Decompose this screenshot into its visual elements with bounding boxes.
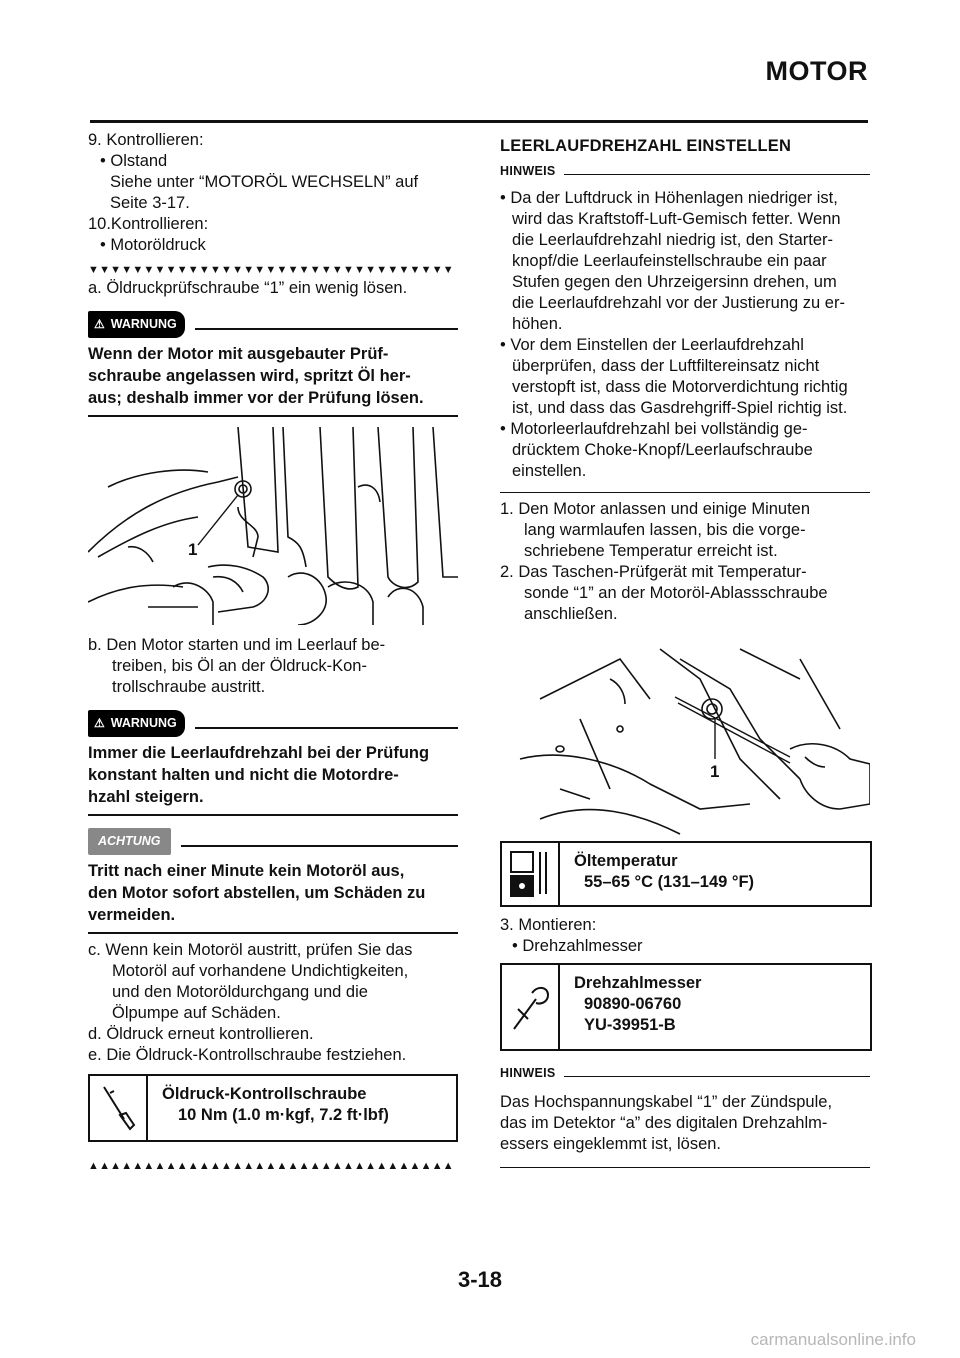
warning-1-label: WARNUNG — [110, 316, 177, 331]
oil-temperature-spec-body — [560, 843, 762, 905]
hinweis-1-line: verstopft ist, dass die Motorverdichtung richtig — [512, 378, 848, 396]
hinweis-1-line: drücktem Choke-Knopf/Leerlaufschraube — [512, 441, 813, 459]
tachometer-spec-body — [560, 965, 709, 1049]
warning-1-line: aus; deshalb immer vor der Prüfung lösen. — [88, 389, 424, 407]
hinweis-1-line: überprüfen, dass der Luftfiltereinsatz nicht — [512, 357, 820, 375]
achtung-header — [88, 830, 458, 852]
oil-pressure-bolt-illustration — [88, 427, 458, 625]
torque-wrench-icon — [90, 1076, 148, 1140]
step-2-line: anschließen. — [524, 605, 618, 623]
engine-line-drawing — [88, 427, 458, 625]
step-9-ref-2: Seite 3-17. — [110, 194, 190, 212]
hinweis-1-rule — [564, 174, 870, 175]
achtung-line: vermeiden. — [88, 906, 176, 924]
header-rule — [90, 120, 868, 123]
hinweis-1-bottom-rule — [500, 492, 870, 493]
step-1-line: schriebene Temperatur erreicht ist. — [524, 542, 778, 560]
section-title: LEERLAUFDREHZAHL EINSTELLEN — [500, 137, 792, 155]
page-title: MOTOR — [765, 56, 868, 86]
achtung-rule — [181, 845, 459, 847]
step-1-line: 1. Den Motor anlassen und einige Minuten — [500, 500, 811, 518]
hinweis-2-label: HINWEIS — [500, 1066, 556, 1080]
step-c-line: Motoröl auf vorhandene Undichtigkeiten, — [112, 962, 409, 980]
step-c-line: c. Wenn kein Motoröl austritt, prüfen Sie das — [88, 941, 413, 959]
step-9-ref-1: Siehe unter “MOTORÖL WECHSELN” auf — [110, 173, 419, 191]
hinweis-1-line: einstellen. — [512, 462, 587, 480]
hinweis-1-list — [500, 188, 870, 482]
torque-spec-value: 10 Nm (1.0 m·kgf, 7.2 ft·lbf) — [178, 1106, 389, 1124]
photo-1-callout: 1 — [188, 540, 198, 559]
hinweis-1-line: knopf/die Leerlaufeinstellschraube ein paar — [512, 252, 827, 270]
warning-1-line: schraube angelassen wird, spritzt Öl her- — [88, 367, 411, 385]
step-e: e. Die Öldruck-Kontrollschraube festziehen. — [88, 1046, 407, 1064]
warning-1-rule — [195, 328, 458, 330]
step-b-line: b. Den Motor starten und im Leerlauf be- — [88, 636, 386, 654]
oil-temperature-spec-box — [500, 841, 872, 907]
oil-temperature-value: 55–65 °C (131–149 °F) — [584, 873, 755, 891]
hinweis-1-label: HINWEIS — [500, 164, 556, 178]
hinweis-1-line: wird das Kraftstoff-Luft-Gemisch fetter. Wenn — [512, 210, 841, 228]
step-1-line: lang warmlaufen lassen, bis die vorge- — [524, 521, 806, 539]
oil-temperature-title: Öltemperatur — [574, 852, 678, 870]
special-tool-icon — [502, 965, 560, 1049]
achtung-badge: ACHTUNG — [88, 828, 171, 855]
tachometer-spec-box — [500, 963, 872, 1051]
warning-1-line: Wenn der Motor mit ausgebauter Prüf- — [88, 345, 389, 363]
step-2-line: 2. Das Taschen-Prüfgerät mit Temperatur- — [500, 563, 807, 581]
hinweis-1-line: • Vor dem Einstellen der Leerlaufdrehzahl — [500, 336, 804, 354]
left-column — [88, 130, 458, 1172]
hinweis-2-bottom-rule — [500, 1167, 870, 1168]
achtung-line: den Motor sofort abstellen, um Schäden zu — [88, 884, 426, 902]
warning-triangle-icon: ⚠ — [94, 715, 105, 730]
hinweis-2-header — [500, 1063, 870, 1084]
hinweis-2-text — [500, 1092, 870, 1155]
warning-2-line: Immer die Leerlaufdrehzahl bei der Prüfung — [88, 744, 430, 762]
step-c-line: und den Motoröldurchgang und die — [112, 983, 368, 1001]
hinweis-2-line: Das Hochspannungskabel “1” der Zündspule, — [500, 1093, 833, 1111]
torque-spec-box — [88, 1074, 458, 1142]
hinweis-1-line: die Leerlaufdrehzahl vor der Justierung zu er- — [512, 294, 845, 312]
achtung-bottom-rule — [88, 932, 458, 934]
warning-2-badge — [88, 710, 185, 737]
warning-2-line: hzahl steigern. — [88, 788, 204, 806]
temperature-probe-illustration — [500, 639, 870, 839]
hinweis-1-line: die Leerlaufdrehzahl niedrig ist, den Starter- — [512, 231, 834, 249]
warning-1-bottom-rule — [88, 415, 458, 417]
step-c — [88, 940, 458, 1024]
drain-bolt-line-drawing — [500, 639, 870, 839]
step-1 — [500, 499, 870, 562]
hinweis-1-line: • Da der Luftdruck in Höhenlagen niedriger ist, — [500, 189, 838, 207]
step-9: 9. Kontrollieren: — [88, 131, 204, 149]
step-c-line: Ölpumpe auf Schäden. — [112, 1004, 281, 1022]
warning-triangle-icon: ⚠ — [94, 316, 105, 331]
torque-spec-title: Öldruck-Kontrollschraube — [162, 1085, 367, 1103]
tachometer-part-number: 90890-06760 — [584, 995, 682, 1013]
step-10-bullet: • Motoröldruck — [100, 236, 206, 254]
warning-2-text — [88, 742, 458, 808]
step-b-line: treiben, bis Öl an der Öldruck-Kon- — [112, 657, 367, 675]
step-2 — [500, 562, 870, 625]
tachometer-part-number: YU-39951-B — [584, 1016, 676, 1034]
warning-1-text — [88, 343, 458, 409]
page-number: 3-18 — [457, 1267, 503, 1292]
hinweis-1-header — [500, 161, 870, 182]
step-b-line: trollschraube austritt. — [112, 678, 266, 696]
triangle-row-up: ▲▲▲▲▲▲▲▲▲▲▲▲▲▲▲▲▲▲▲▲▲▲▲▲▲▲▲▲▲▲▲▲▲ — [88, 1160, 454, 1172]
hinweis-1-line: höhen. — [512, 315, 563, 333]
warning-2-rule — [195, 727, 458, 729]
triangle-row-down: ▼▼▼▼▼▼▼▼▼▼▼▼▼▼▼▼▼▼▼▼▼▼▼▼▼▼▼▼▼▼▼▼▼ — [88, 264, 454, 276]
step-d: d. Öldruck erneut kontrollieren. — [88, 1025, 314, 1043]
achtung-text — [88, 860, 458, 926]
step-3-bullet: • Drehzahlmesser — [512, 937, 643, 955]
step-3: 3. Montieren: — [500, 916, 597, 934]
step-b — [88, 635, 458, 698]
hinweis-2-line: essers eingeklemmt ist, lösen. — [500, 1135, 722, 1153]
watermark: carmanualsonline.info — [750, 1330, 916, 1349]
warning-2-line: konstant halten und nicht die Motordre- — [88, 766, 399, 784]
achtung-line: Tritt nach einer Minute kein Motoröl aus, — [88, 862, 405, 880]
warning-1-badge — [88, 311, 185, 338]
warning-1-header — [88, 313, 458, 335]
right-column — [500, 130, 870, 1168]
hinweis-2-rule — [564, 1076, 870, 1077]
torque-spec-body — [148, 1076, 397, 1140]
warning-2-label: WARNUNG — [110, 715, 177, 730]
step-10: 10.Kontrollieren: — [88, 215, 209, 233]
step-a: a. Öldruckprüfschraube “1” ein wenig lösen. — [88, 279, 408, 297]
warning-2-header — [88, 712, 458, 734]
step-2-line: sonde “1” an der Motoröl-Ablassschraube — [524, 584, 828, 602]
hinweis-1-line: Stufen gegen den Uhrzeigersinn drehen, um — [512, 273, 837, 291]
hinweis-1-line: ist, und dass das Gasdrehgriff-Spiel richtig ist. — [512, 399, 848, 417]
tachometer-title: Drehzahlmesser — [574, 974, 702, 992]
hinweis-1-line: • Motorleerlaufdrehzahl bei vollständig ge- — [500, 420, 808, 438]
thermometer-spec-icon — [502, 843, 560, 905]
step-9-bullet: • Olstand — [100, 152, 168, 170]
warning-2-bottom-rule — [88, 814, 458, 816]
photo-2-callout: 1 — [710, 762, 720, 781]
hinweis-2-line: das im Detektor “a” des digitalen Drehzahlm- — [500, 1114, 828, 1132]
